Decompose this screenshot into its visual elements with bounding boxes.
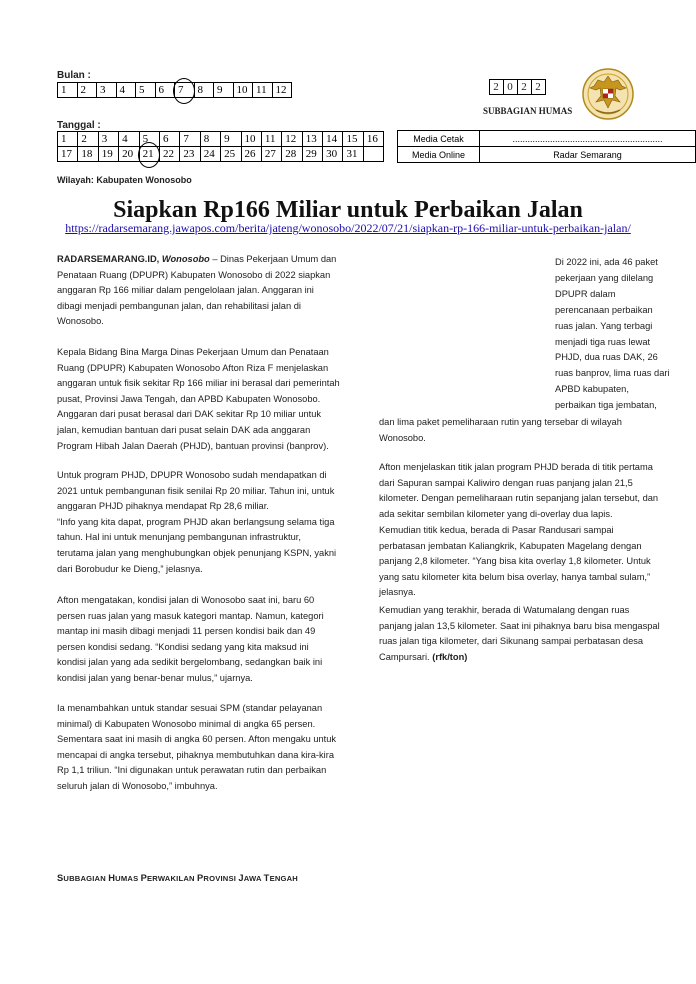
day-cell: 10: [241, 132, 261, 147]
bulan-label: Bulan :: [57, 70, 91, 81]
text-line: [57, 252, 336, 268]
day-cell: 7: [180, 132, 200, 147]
footer-text: T: [263, 873, 270, 883]
paragraph-phjd: [57, 468, 336, 577]
day-cell: 28: [282, 147, 302, 162]
footer-text: UBBAGIAN: [63, 874, 109, 883]
text-line: dari Borobudur ke Dieng,” jelasnya.: [57, 563, 203, 574]
text-line: Wonosobo.: [57, 316, 104, 327]
footer-text: S: [57, 873, 64, 883]
text-line: minimal) di Kabupaten Wonosobo minimal di angka 65 persen.: [57, 718, 316, 729]
region-label: Wilayah: Kabupaten Wonosobo: [57, 175, 192, 185]
month-cell: 6: [155, 83, 175, 98]
month-cell: 12: [272, 83, 292, 98]
month-cell: 8: [194, 83, 214, 98]
text-line: PHJD, dua ruas DAK, 26: [555, 352, 658, 363]
footer-text: J: [238, 873, 244, 883]
article-title: Siapkan Rp166 Miliar untuk Perbaikan Jalan: [113, 197, 583, 223]
media-key: Media Cetak: [398, 131, 480, 147]
dateline-source: RADARSEMARANG.ID,: [57, 254, 160, 264]
signoff: (rfk/ton): [432, 651, 468, 662]
text-line: jelasnya.: [379, 587, 416, 598]
day-cell: 15: [343, 132, 363, 147]
day-cell: 11: [261, 132, 281, 147]
paragraph-second-point: [379, 523, 651, 601]
footer-text: UMAS: [115, 874, 141, 883]
text-line: pekerjaan yang dilelang: [555, 272, 654, 283]
footer-text: P: [140, 873, 148, 883]
text-line: Sementara saat ini masih di angka 60 persen. Afton mengaku untuk: [57, 734, 337, 745]
month-cell: 10: [233, 83, 253, 98]
media-row-cetak: [398, 131, 696, 147]
text-line: dari Sapuran sampai Kaliwiro dengan ruas panjang jalan 21,5: [379, 477, 633, 488]
paragraph-intro: [57, 252, 336, 330]
month-cell: 4: [116, 83, 136, 98]
text-line: Di 2022 ini, ada 46 paket: [555, 257, 658, 267]
footer-text: ENGAH: [269, 874, 298, 883]
footer-text: AWA: [243, 874, 264, 883]
year-digit: 2: [518, 80, 532, 95]
day-cell: 5: [139, 132, 159, 147]
text-line: panjang jalan 13,5 kilometer. Saat ini pihaknya baru bisa mengaspal: [379, 620, 660, 631]
day-cell: 8: [200, 132, 220, 147]
day-cell: 13: [302, 132, 322, 147]
month-cell: 11: [253, 83, 273, 98]
day-cell: 25: [221, 147, 241, 162]
day-cell: 4: [119, 132, 139, 147]
text-line: Ruang (DPUPR) Kabupaten Wonosobo Afton Riza F menjelaskan: [57, 362, 329, 373]
source-link[interactable]: https://radarsemarang.jawapos.com/berita/jateng/wonosobo/2022/07/21/siapkan-rp-166-miliar-untuk-perbaikan-jalan/: [65, 221, 631, 235]
footer-text: P: [197, 873, 204, 883]
text-line: ada sekitar sembilan kilometer yang di-overlay dua lapis.: [379, 508, 613, 519]
paragraph-spm: [57, 701, 336, 795]
text-line: Program Hibah Jalan Daerah (PHJD), bantuan provinsi (banprov).: [57, 440, 329, 451]
day-cell: 17: [58, 147, 78, 162]
paragraph-packages-tail: [379, 415, 622, 446]
footer-text: ROVINSI: [203, 874, 239, 883]
text-line: APBD kabupaten,: [555, 384, 629, 395]
text-line: anggaran Rp 166 miliar dalam pengelolaan jalan. Anggaran ini: [57, 285, 314, 296]
text-line: – Dinas Pekerjaan Umum dan: [212, 254, 337, 264]
paragraph-first-point: [379, 460, 658, 522]
day-cell: 3: [98, 132, 118, 147]
text-line: Wonosobo.: [379, 432, 426, 443]
day-cell: 24: [200, 147, 220, 162]
day-cell: 12: [282, 132, 302, 147]
text-line: menjadi tiga ruas lewat: [555, 336, 651, 347]
day-cell: 1: [58, 132, 78, 147]
text-line: kondisi jalan yang ada sedikit bergelombang, sedangkan baik ini: [57, 657, 323, 668]
day-cell: 9: [221, 132, 241, 147]
paragraph-budget-source: [57, 345, 340, 454]
day-cell: 23: [180, 147, 200, 162]
text-line: yang satu kilometer kita belum bisa overlay, hanya tambal sulam,”: [379, 571, 651, 582]
day-cell: 31: [343, 147, 363, 162]
month-cell: 7: [175, 83, 195, 98]
month-cell: 5: [136, 83, 156, 98]
text-line: Ia menambahkan untuk standar sesuai SPM (standar pelayanan: [57, 703, 323, 713]
day-cell: 21: [139, 147, 159, 162]
media-value: ............................................................: [479, 131, 695, 147]
text-line: kondisi jalan yang benar-benar mulus,” ujarnya.: [57, 672, 253, 683]
text-line: Anggaran dari pusat berasal dari DAK sekitar Rp 10 miliar untuk: [57, 409, 322, 420]
day-cell: 14: [323, 132, 343, 147]
media-row-online: [398, 147, 696, 163]
media-value: Radar Semarang: [479, 147, 695, 163]
footer-department: [57, 873, 298, 883]
text-line: panjang 2,8 kilometer. “Yang bisa kita overlay 1,8 kilometer. Untuk: [379, 556, 651, 567]
text-line: Penataan Ruang (DPUPR) Kabupaten Wonosobo di 2022 siapkan: [57, 269, 331, 280]
day-cell: 16: [363, 132, 383, 147]
footer-text: H: [108, 873, 116, 883]
text-line: dibagi menjadi pembangunan jalan, dan rehabilitasi jalan di: [57, 300, 301, 311]
day-cell: 6: [159, 132, 179, 147]
text-line: perbatasan jembatan Kaliangkrik, Kabupaten Magelang dengan: [379, 540, 642, 551]
month-cell: 3: [97, 83, 117, 98]
month-cell: 2: [77, 83, 97, 98]
text-line: Kemudian titik kedua, berada di Pasar Randusari sampai: [379, 525, 614, 535]
text-line: DPUPR dalam: [555, 288, 616, 299]
tanggal-label: Tanggal :: [57, 120, 101, 131]
text-line: ruas banprov, lima ruas dari: [555, 368, 670, 379]
text-line: Campursari.: [379, 651, 430, 662]
text-line: tahun. Hal ini untuk menunjang pembangunan infrastruktur,: [57, 532, 301, 543]
media-table: [397, 130, 696, 163]
text-line: ruas jalan. Yang terbagi: [555, 320, 653, 331]
text-line: Afton menjelaskan titik jalan program PHJD berada di titik pertama: [379, 462, 653, 472]
text-line: Kemudian yang terakhir, berada di Watumalang dengan ruas: [379, 605, 630, 615]
media-key: Media Online: [398, 147, 480, 163]
day-cell: 19: [98, 147, 118, 162]
month-cell: 9: [214, 83, 234, 98]
text-line: “Info yang kita dapat, program PHJD akan berlangsung selama tiga: [57, 516, 335, 527]
month-grid: [57, 82, 292, 98]
text-line: Rp 1,1 triliun. “Ini digunakan untuk perawatan rutin dan perbaikan: [57, 765, 327, 776]
text-line: mantap ini masih dibagi menjadi 11 persen kondisi baik dan 49: [57, 626, 316, 637]
day-cell: 2: [78, 132, 98, 147]
text-line: anggaran PHJD pihaknya mendapat Rp 28,6 miliar.: [57, 501, 269, 512]
text-line: Kepala Bidang Bina Marga Dinas Pekerjaan Umum dan Penataan: [57, 347, 329, 357]
text-line: dan lima paket pemeliharaan rutin yang tersebar di wilayah: [379, 417, 622, 427]
text-line: persen ruas jalan yang masuk kategori mantap. Namun, kategori: [57, 610, 324, 621]
year-digit: 2: [490, 80, 504, 95]
text-line: seluruh jalan di Wonosobo,” imbuhnya.: [57, 780, 218, 791]
day-cell: [363, 147, 383, 162]
text-line: persen kondisi sedang. “Kondisi sedang yang kita maksud ini: [57, 641, 309, 652]
text-line: perbaikan tiga jembatan,: [555, 400, 657, 411]
day-cell: 26: [241, 147, 261, 162]
text-line: jalan, kemudian bantuan dari pusat selain DAK ada anggaran: [57, 424, 311, 435]
day-cell: 20: [119, 147, 139, 162]
garuda-emblem-icon: [582, 66, 634, 122]
day-grid: [57, 131, 384, 162]
text-line: kilometer. Dengan pemeliharaan rutin sepanjang jalan tersebut, dan: [379, 493, 659, 504]
day-cell: 29: [302, 147, 322, 162]
text-line: pusat, Provinsi Jawa Tengah, dan APBD Kabupaten Wonosobo.: [57, 393, 321, 404]
text-line: Untuk program PHJD, DPUPR Wonosobo sudah mendapatkan di: [57, 470, 327, 480]
text-line: mencapai di angka tersebut, pihaknya membutuhkan dana kira-kira: [57, 749, 335, 760]
day-cell: 27: [261, 147, 281, 162]
year-digit: 0: [504, 80, 518, 95]
paragraph-third-point: [379, 603, 660, 665]
year-box: [489, 79, 546, 95]
text-line: perencanaan perbaikan: [555, 304, 653, 315]
text-line: [379, 650, 660, 666]
day-cell: 18: [78, 147, 98, 162]
dateline-place: Wonosobo: [161, 254, 210, 264]
paragraph-road-condition: [57, 593, 324, 687]
day-cell: 30: [323, 147, 343, 162]
text-line: ruas jalan tiga kilometer, dari Sikunang sampai perbatasan desa: [379, 636, 644, 647]
text-line: anggaran untuk fisik sekitar Rp 166 miliar ini berasal dari pemerintah: [57, 378, 340, 389]
department-label: SUBBAGIAN HUMAS: [483, 106, 573, 116]
year-digit: 2: [532, 80, 546, 95]
text-line: Afton mengatakan, kondisi jalan di Wonosobo saat ini, baru 60: [57, 595, 315, 605]
footer-text: ERWAKILAN: [147, 874, 198, 883]
day-cell: 22: [159, 147, 179, 162]
text-line: terutama jalan yang menghubungkan objek penunjang KSPN, yakni: [57, 547, 337, 558]
paragraph-packages: [555, 255, 670, 414]
month-cell: 1: [58, 83, 78, 98]
text-line: 2021 untuk pembangunan fisik senilai Rp 20 miliar. Tahun ini, untuk: [57, 485, 335, 496]
